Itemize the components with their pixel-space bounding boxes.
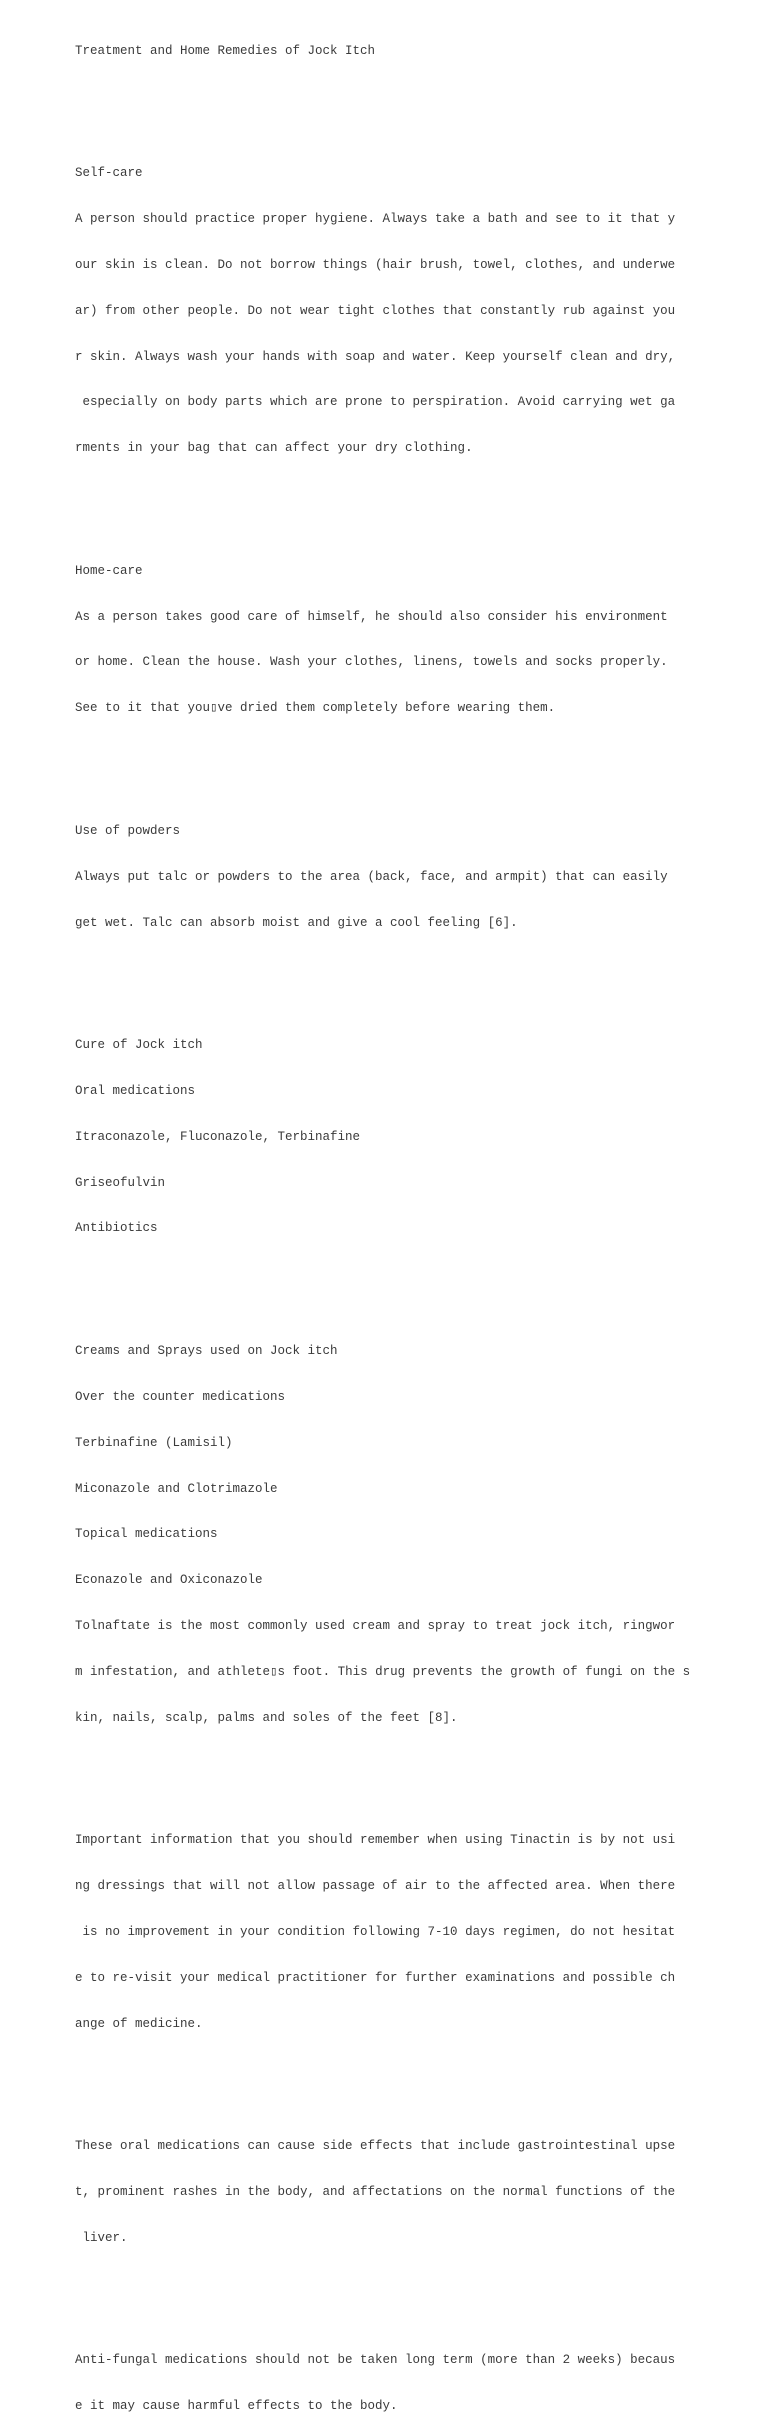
body-line: r skin. Always wash your hands with soap and water. Keep yourself clean and dry, [75, 349, 676, 364]
body-line: e to re-visit your medical practitioner for further examinations and possible ch [75, 1971, 676, 1985]
body-line: kin, nails, scalp, palms and soles of the feet [8]. [75, 1710, 458, 1725]
list-item: Antibiotics [75, 1221, 158, 1236]
body-line: ange of medicine. [75, 2016, 203, 2031]
document-title: Treatment and Home Remedies of Jock Itch [75, 43, 376, 58]
body-line: Anti-fungal medications should not be taken long term (more than 2 weeks) becaus [75, 2353, 676, 2368]
document-page [75, 13, 755, 2430]
blank-line [75, 747, 755, 762]
body-line: t, prominent rashes in the body, and affectations on the normal functions of the [75, 2185, 676, 2200]
body-line: is no improvement in your condition following 7-10 days regimen, do not hesitat [75, 1925, 676, 1940]
body-line: rments in your bag that can affect your dry clothing. [75, 441, 473, 456]
body-line: As a person takes good care of himself, he should also consider his environment [75, 609, 668, 624]
blank-line [75, 2277, 755, 2292]
blank-line [75, 961, 755, 976]
list-item: Econazole and Oxiconazole [75, 1573, 263, 1588]
body-line: especially on body parts which are prone to perspiration. Avoid carrying wet ga [75, 395, 676, 410]
body-line: Always put talc or powders to the area (back, face, and armpit) that can easily [75, 869, 668, 884]
list-item: Terbinafine (Lamisil) [75, 1435, 233, 1450]
list-item: Topical medications [75, 1527, 218, 1542]
list-item: Oral medications [75, 1083, 196, 1098]
body-line: ng dressings that will not allow passage of air to the affected area. When there [75, 1879, 676, 1894]
body-line: m infestation, and athlete▯s foot. This drug prevents the growth of fungi on the s [75, 1665, 691, 1680]
body-line: A person should practice proper hygiene. Always take a bath and see to it that y [75, 211, 676, 226]
body-line: e it may cause harmful effects to the body. [75, 2399, 398, 2414]
list-item: Miconazole and Clotrimazole [75, 1481, 278, 1496]
body-line: ar) from other people. Do not wear tight clothes that constantly rub against you [75, 303, 676, 318]
blank-line [75, 2063, 755, 2078]
blank-line [75, 487, 755, 502]
body-line: Important information that you should remember when using Tinactin is by not usi [75, 1833, 676, 1848]
blank-line [75, 89, 755, 104]
section-heading-self-care: Self-care [75, 165, 143, 180]
body-line: or home. Clean the house. Wash your clothes, linens, towels and socks properly. [75, 655, 668, 670]
body-line: See to it that you▯ve dried them completely before wearing them. [75, 701, 556, 716]
section-heading-creams-sprays: Creams and Sprays used on Jock itch [75, 1343, 338, 1358]
body-line: our skin is clean. Do not borrow things (hair brush, towel, clothes, and underwe [75, 257, 676, 272]
section-heading-use-of-powders: Use of powders [75, 823, 181, 838]
list-item: Over the counter medications [75, 1389, 286, 1404]
section-heading-cure: Cure of Jock itch [75, 1037, 203, 1052]
body-line: liver. [75, 2231, 128, 2246]
list-item: Itraconazole, Fluconazole, Terbinafine [75, 1129, 361, 1144]
blank-line [75, 1757, 755, 1772]
body-line: Tolnaftate is the most commonly used cream and spray to treat jock itch, ringwor [75, 1619, 676, 1634]
section-heading-home-care: Home-care [75, 563, 143, 578]
body-line: get wet. Talc can absorb moist and give a cool feeling [6]. [75, 915, 518, 930]
blank-line [75, 1267, 755, 1282]
list-item: Griseofulvin [75, 1175, 166, 1190]
body-line: These oral medications can cause side effects that include gastrointestinal upse [75, 2139, 676, 2154]
